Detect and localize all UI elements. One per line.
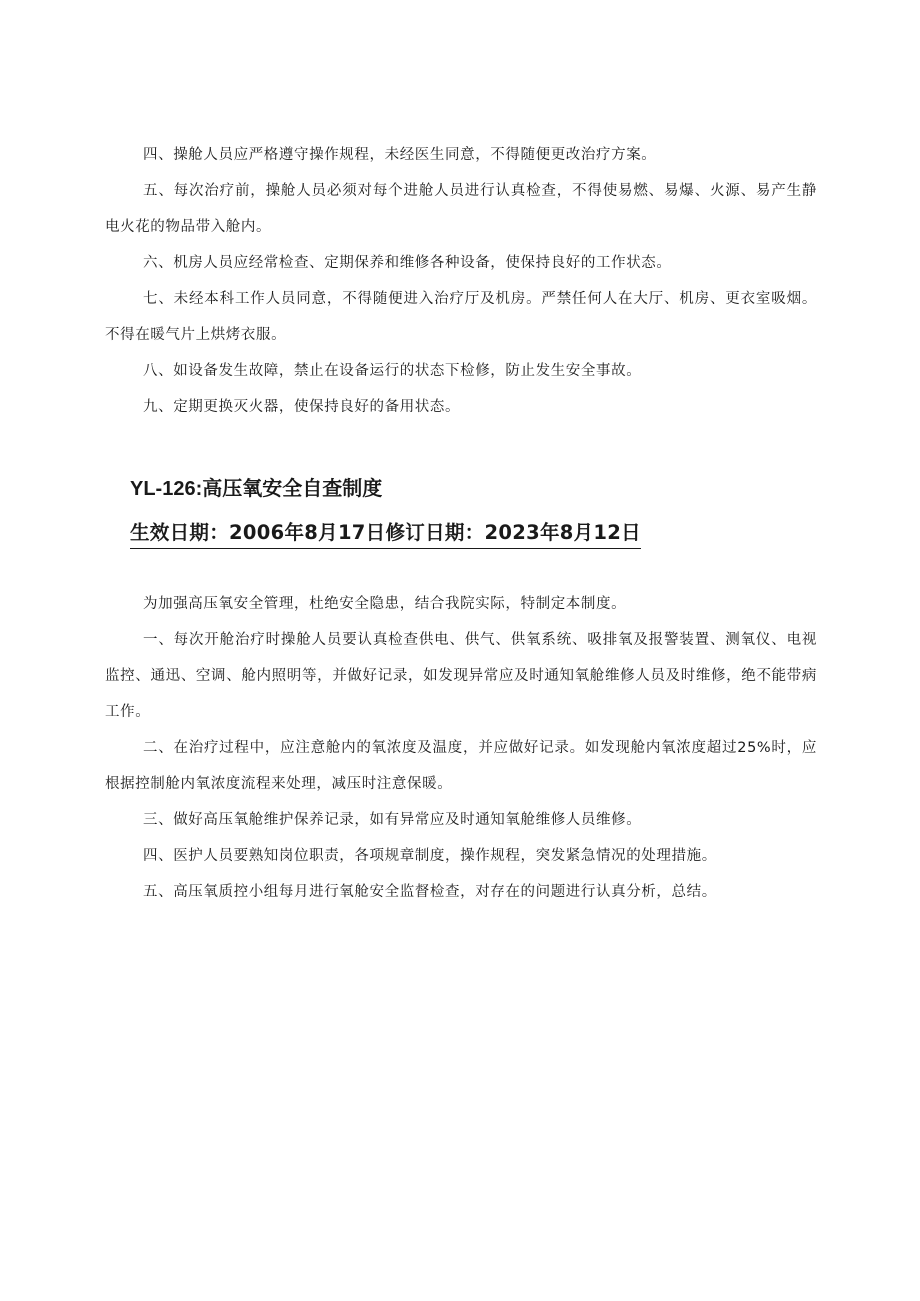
rule-paragraph: 九、定期更换灭火器，使保持良好的备用状态。 xyxy=(143,399,461,415)
rule-paragraph: 一、每次开舱治疗时操舱人员要认真检查供电、供气、供氧系统、吸排氧及报警装置、测氧仪、电视监控、通迅、空调、舱内照明等，并做好记录，如发现异常应及时通知氧舱维修人员及时维修，绝不能带病工作。 xyxy=(105,632,817,720)
rule-paragraph: 四、医护人员要熟知岗位职责，各项规章制度，操作规程，突发紧急情况的处理措施。 xyxy=(143,848,717,864)
rule-paragraph: 五、每次治疗前，操舱人员必须对每个进舱人员进行认真检查，不得使易燃、易爆、火源、易产生静电火花的物品带入舱内。 xyxy=(105,183,817,235)
rules-section-top xyxy=(105,137,817,425)
rule-paragraph: 四、操舱人员应严格遵守操作规程，未经医生同意，不得随便更改治疗方案。 xyxy=(143,147,657,163)
rule-paragraph: 八、如设备发生故障，禁止在设备运行的状态下检修，防止发生安全事故。 xyxy=(143,363,642,379)
rules-section-main xyxy=(105,586,817,910)
intro-paragraph: 为加强高压氧安全管理，杜绝安全隐患，结合我院实际，特制定本制度。 xyxy=(143,596,627,612)
document-title-text: 高压氧安全自查制度 xyxy=(202,476,383,500)
document-code: YL-126: xyxy=(130,478,203,500)
rule-paragraph: 二、在治疗过程中，应注意舱内的氧浓度及温度，并应做好记录。如发现舱内氧浓度超过25%时，应根据控制舱内氧浓度流程来处理，减压时注意保暖。 xyxy=(105,740,817,792)
rule-paragraph: 六、机房人员应经常检查、定期保养和维修各种设备，使保持良好的工作状态。 xyxy=(143,255,672,271)
rule-paragraph: 三、做好高压氧舱维护保养记录，如有异常应及时通知氧舱维修人员维修。 xyxy=(143,812,642,828)
document-title xyxy=(130,474,382,503)
effective-date-line: 生效日期：2006年8月17日修订日期：2023年8月12日 xyxy=(130,519,641,549)
rule-paragraph: 五、高压氧质控小组每月进行氧舱安全监督检查，对存在的问题进行认真分析，总结。 xyxy=(143,884,717,900)
rule-paragraph: 七、未经本科工作人员同意，不得随便进入治疗厅及机房。严禁任何人在大厅、机房、更衣室吸烟。不得在暖气片上烘烤衣服。 xyxy=(105,291,817,343)
